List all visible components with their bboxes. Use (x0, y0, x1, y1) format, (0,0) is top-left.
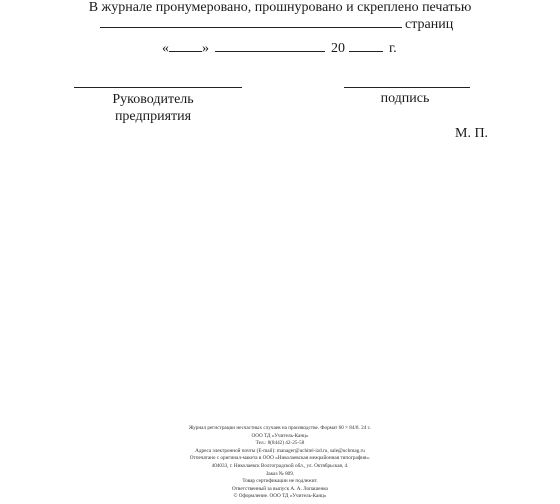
imprint-line: Заказ № 809. (265, 470, 295, 477)
pages-word: страниц (405, 17, 454, 32)
certification-text: В журнале пронумеровано, прошнуровано и скреплено печатью (88, 0, 472, 15)
imprint-line: Адреса электронной почты (E-mail): manager@uchitel-izd.ru, sale@uchmag.ru (195, 447, 365, 454)
signature-label: подпись (380, 91, 430, 106)
year-prefix: 20 (331, 41, 345, 56)
quote-open: « (162, 41, 169, 56)
imprint-line: Ответственный за выпуск А. А. Лопашенко (231, 485, 329, 492)
year-suffix: г. (389, 41, 397, 56)
manager-label: Руководитель предприятия (112, 92, 194, 124)
imprint-line: 404033, г. Николаевск Волгоградской обл., ул. Октябрьская, 4. (211, 462, 349, 469)
date-line (162, 39, 397, 57)
imprint-line: Тел.: 8(8442) 42-25-58 (255, 440, 305, 447)
quote-close: » (202, 41, 209, 56)
stamp-label: М. П. (455, 126, 489, 141)
page-count-blank[interactable] (100, 14, 402, 28)
imprint-line: Журнал регистрации несчастных случаев на производстве. Формат 60 × 84/8. 24 с. (188, 425, 372, 431)
imprint-line: Товар сертификации не подлежит. (242, 478, 318, 485)
year-blank[interactable] (349, 39, 383, 52)
manager-name-blank[interactable] (74, 87, 242, 88)
imprint-line: ООО ТД «Учитель-Канц» (251, 432, 309, 439)
signature-blank[interactable] (344, 87, 470, 88)
imprint-block (150, 425, 410, 501)
month-blank[interactable] (215, 39, 325, 52)
imprint-line: © Оформление. ООО ТД «Учитель-Канц» (233, 493, 327, 500)
day-blank[interactable] (169, 39, 202, 52)
imprint-line: Отпечатано с оригинал-макета в ООО «Николаевская межрайонная типография». (189, 455, 371, 462)
page-count-line (100, 14, 453, 33)
